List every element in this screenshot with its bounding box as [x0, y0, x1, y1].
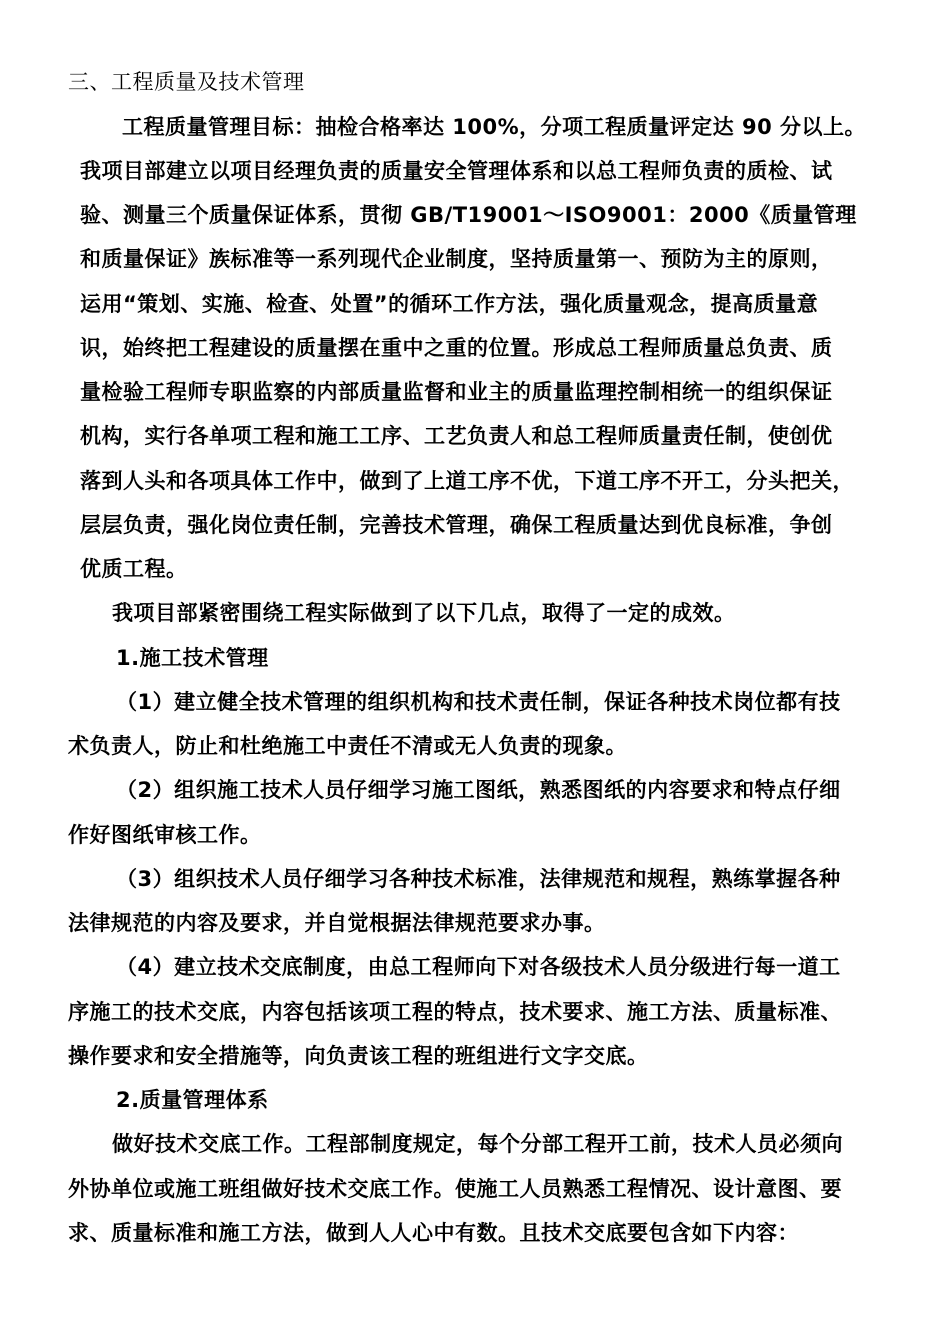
section-2-line: 外协单位或施工班组做好技术交底工作。使施工人员熟悉工程情况、设计意图、要	[68, 1177, 842, 1201]
section-1-line: 序施工的技术交底，内容包括该项工程的特点，技术要求、施工方法、质量标准、	[68, 1000, 842, 1024]
section-heading: 三、工程质量及技术管理	[68, 70, 305, 94]
intro-line: 机构，实行各单项工程和施工工序、工艺负责人和总工程师质量责任制，使创优	[80, 424, 833, 448]
section-2-title: 2.质量管理体系	[116, 1088, 269, 1112]
summary-line: 我项目部紧密围绕工程实际做到了以下几点，取得了一定的成效。	[112, 601, 736, 625]
intro-line: 工程质量管理目标：抽检合格率达 100%，分项工程质量评定达 90 分以上。	[122, 115, 867, 139]
section-1-title: 1.施工技术管理	[116, 646, 269, 670]
section-1-line: 法律规范的内容及要求，并自觉根据法律规范要求办事。	[68, 911, 606, 935]
intro-line: 运用“策划、实施、检查、处置”的循环工作方法，强化质量观念，提高质量意	[80, 292, 819, 316]
section-1-line: 术负责人，防止和杜绝施工中责任不清或无人负责的现象。	[68, 734, 627, 758]
intro-line: 识，始终把工程建设的质量摆在重中之重的位置。形成总工程师质量总负责、质	[80, 336, 833, 360]
intro-line: 层层负责，强化岗位责任制，完善技术管理，确保工程质量达到优良标准，争创	[80, 513, 833, 537]
section-1-line: （2）组织施工技术人员仔细学习施工图纸，熟悉图纸的内容要求和特点仔细	[116, 778, 841, 802]
intro-line: 和质量保证》族标准等一系列现代企业制度，坚持质量第一、预防为主的原则，	[80, 247, 833, 271]
section-2-line: 做好技术交底工作。工程部制度规定，每个分部工程开工前，技术人员必须向	[112, 1132, 843, 1156]
section-1-line: （3）组织技术人员仔细学习各种技术标准，法律规范和规程，熟练掌握各种	[116, 867, 841, 891]
intro-line: 优质工程。	[80, 557, 188, 581]
intro-line: 我项目部建立以项目经理负责的质量安全管理体系和以总工程师负责的质检、试	[80, 159, 833, 183]
section-1-line: 操作要求和安全措施等，向负责该工程的班组进行文字交底。	[68, 1044, 649, 1068]
intro-line: 验、测量三个质量保证体系，贯彻 GB/T19001～ISO9001：2000《质量管理	[80, 203, 857, 227]
section-1-line: 作好图纸审核工作。	[68, 823, 262, 847]
intro-line: 落到人头和各项具体工作中，做到了上道工序不优，下道工序不开工，分头把关，	[80, 469, 854, 493]
section-2-line: 求、质量标准和施工方法，做到人人心中有数。且技术交底要包含如下内容：	[68, 1221, 799, 1245]
section-1-line: （4）建立技术交底制度，由总工程师向下对各级技术人员分级进行每一道工	[116, 955, 841, 979]
intro-line: 量检验工程师专职监察的内部质量监督和业主的质量监理控制相统一的组织保证	[80, 380, 833, 404]
section-1-line: （1）建立健全技术管理的组织机构和技术责任制，保证各种技术岗位都有技	[116, 690, 841, 714]
